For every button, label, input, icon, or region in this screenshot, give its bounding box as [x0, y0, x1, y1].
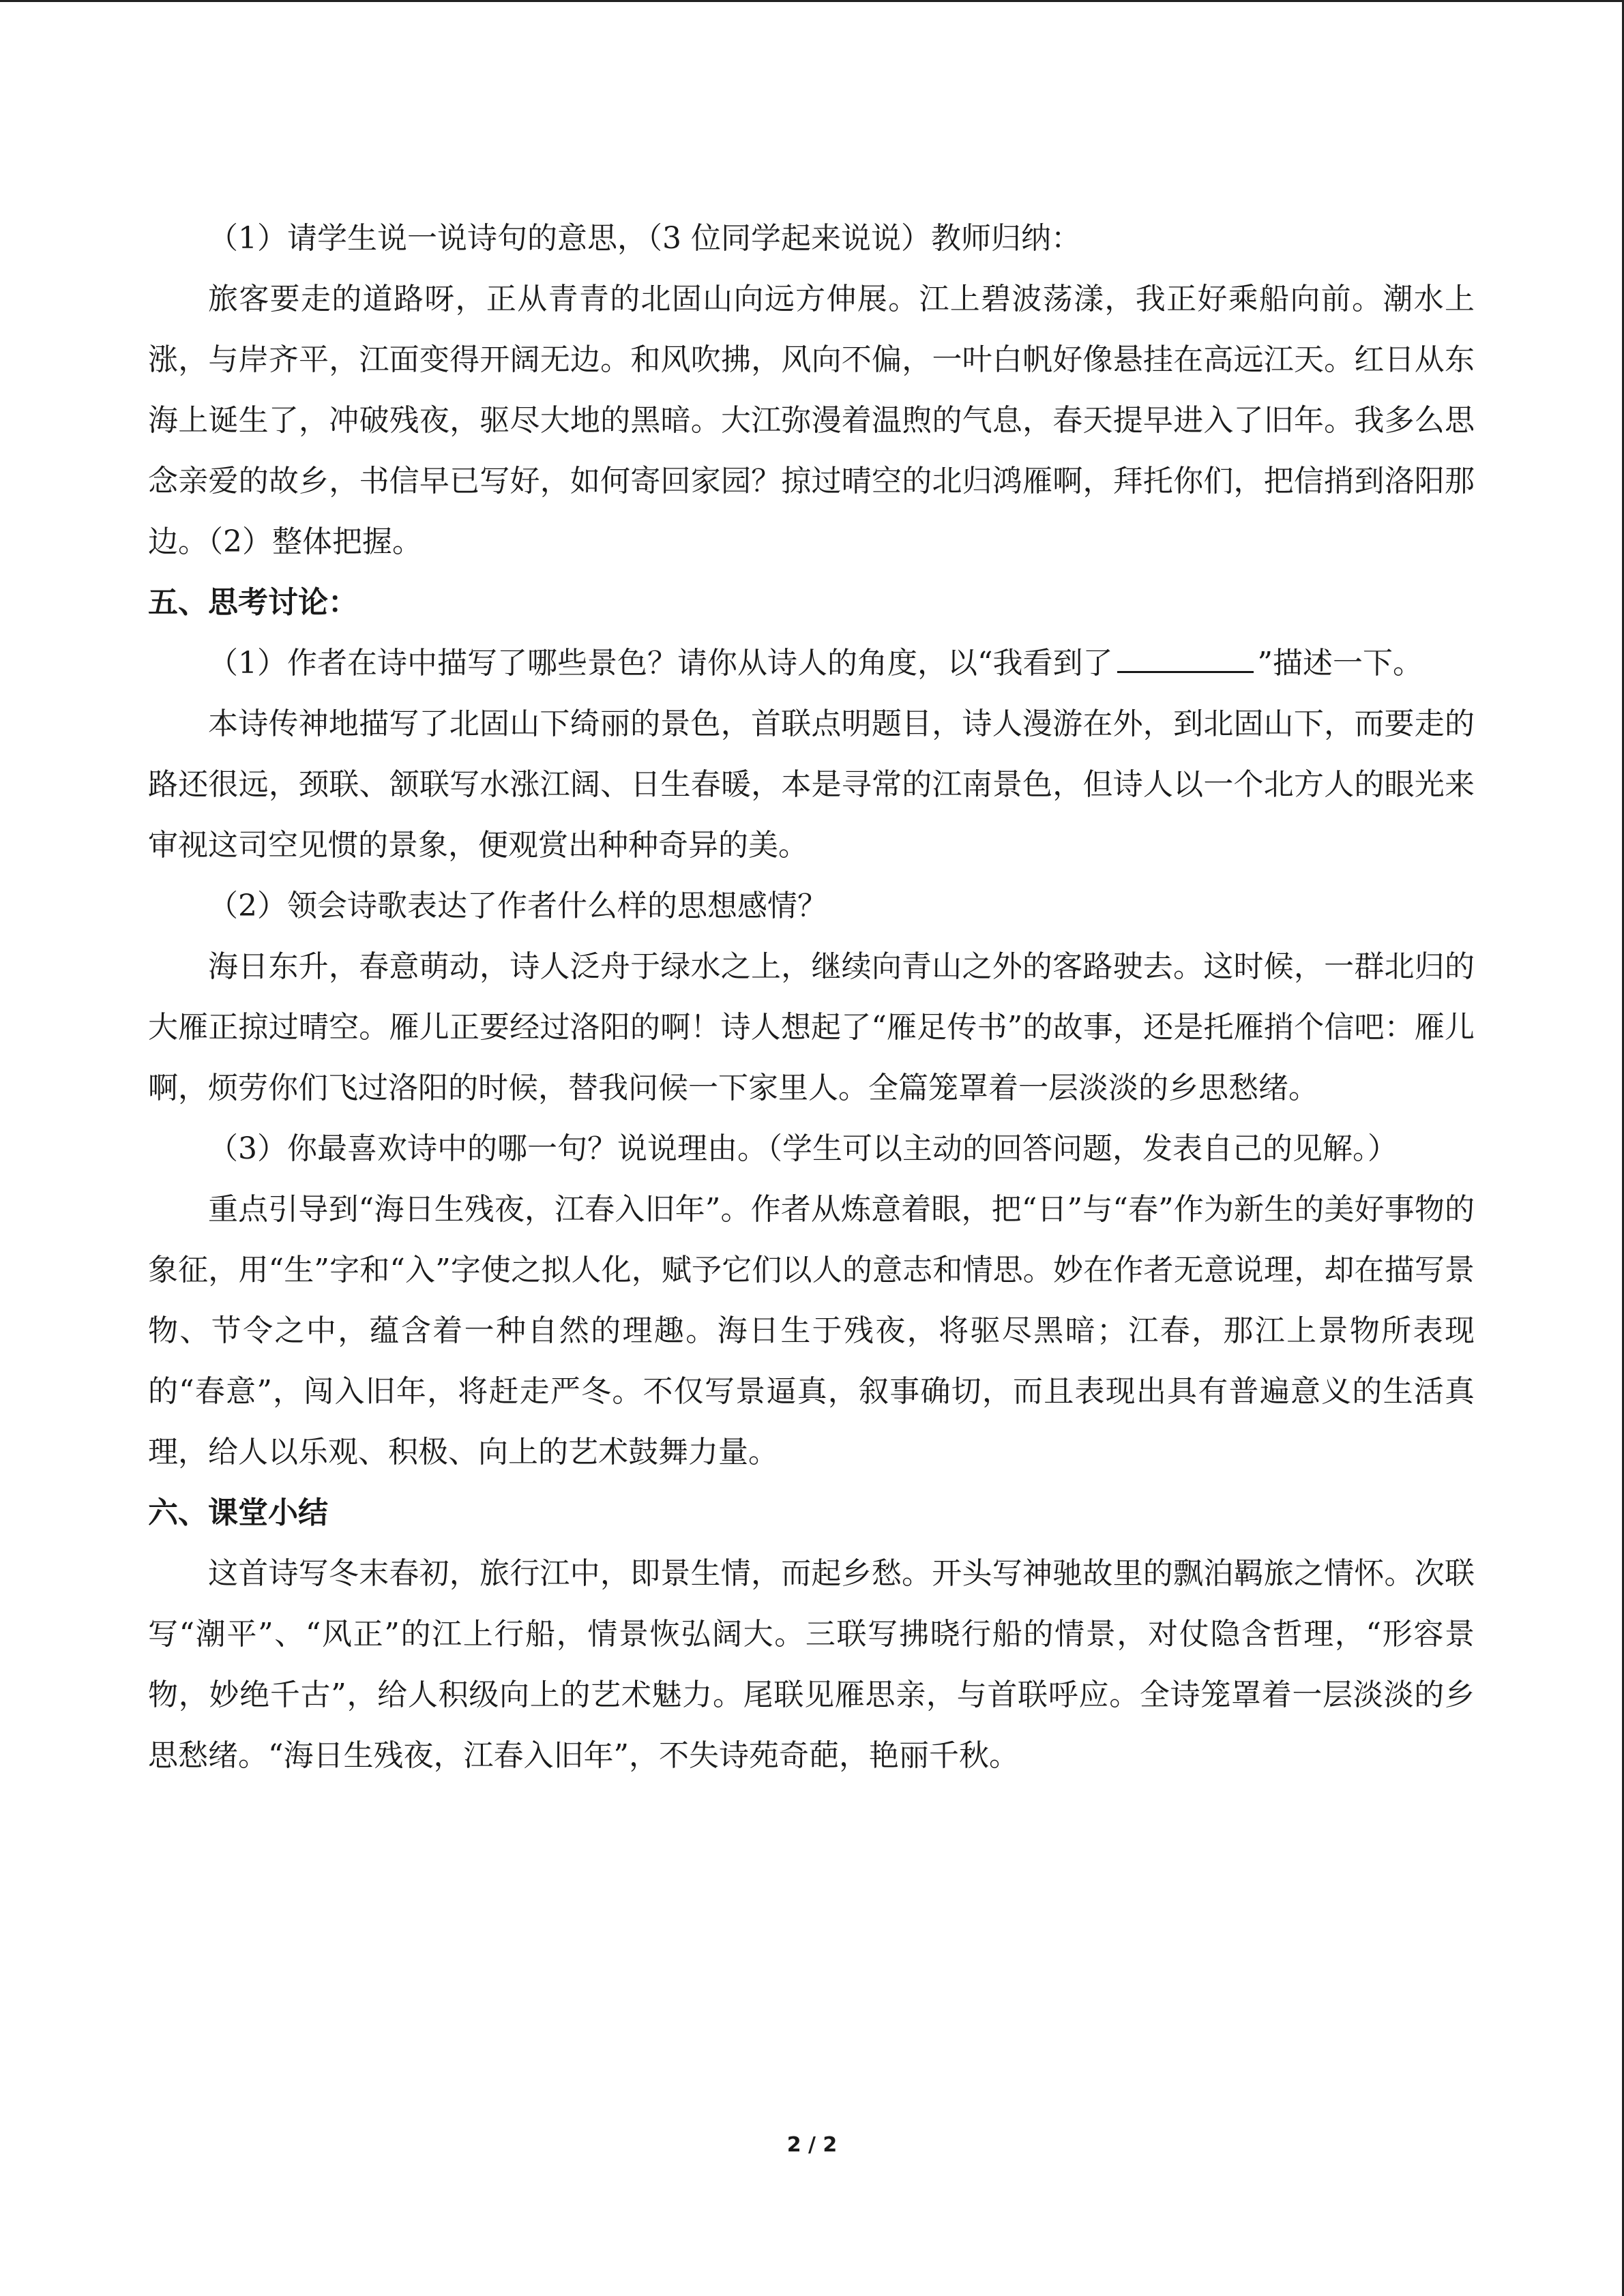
question-1-text-after: ”描述一下。 [1257, 646, 1423, 681]
discussion-question-3: （3）你最喜欢诗中的哪一句？说说理由。（学生可以主动的回答问题，发表自己的见解。） [208, 1131, 1398, 1166]
discussion-answer-2: 海日东升，春意萌动，诗人泛舟于绿水之上，继续向青山之外的客路驶去。这时候，一群北归的大雁正掠过晴空。雁儿正要经过洛阳的啊！诗人想起了“雁足传书”的故事，还是托雁捎个信吧：雁儿啊，烦劳你们飞过洛阳的时候，替我问候一下家里人。全篇笼罩着一层淡淡的乡思愁绪。 [148, 949, 1475, 1105]
page-border-top [0, 0, 1624, 2]
section-heading-summary: 六、课堂小结 [148, 1495, 328, 1530]
discussion-answer-1: 本诗传神地描写了北固山下绮丽的景色，首联点明题目，诗人漫游在外，到北固山下，而要走的路还很远，颈联、颔联写水涨江阔、日生春暖，本是寻常的江南景色，但诗人以一个北方人的眼光来审视这司空见惯的景象，便观赏出种种奇异的美。 [148, 706, 1475, 863]
discussion-question-2: （2）领会诗歌表达了作者什么样的思想感情？ [208, 889, 827, 923]
question-1-text-before: （1）作者在诗中描写了哪些景色？请你从诗人的角度，以“我看到了 [208, 646, 1113, 681]
question-meaning-paragraph: （1）请学生说一说诗句的意思，（3 位同学起来说说）教师归纳： [208, 221, 1081, 256]
section-heading-discussion: 五、思考讨论： [148, 585, 358, 620]
discussion-question-1 [148, 633, 1475, 694]
summary-paragraph: 这首诗写冬末春初，旅行江中，即景生情，而起乡愁。开头写神驰故里的飘泊羁旅之情怀。次联写“潮平”、“风正”的江上行船，情景恢弘阔大。三联写拂晓行船的情景，对仗隐含哲理，“形容景物，妙绝千古”，给人积级向上的艺术魅力。尾联见雁思亲，与首联呼应。全诗笼罩着一层淡淡的乡思愁绪。“海日生残夜，江春入旧年”，不失诗苑奇葩，艳丽千秋。 [148, 1556, 1475, 1773]
fill-in-blank-line [1117, 641, 1254, 673]
discussion-answer-3: 重点引导到“海日生残夜，江春入旧年”。作者从炼意着眼，把“日”与“春”作为新生的美好事物的象征，用“生”字和“入”字使之拟人化，赋予它们以人的意志和情思。妙在作者无意说理，却在描写景物、节令之中，蕴含着一种自然的理趣。海日生于残夜，将驱尽黑暗；江春，那江上景物所表现的“春意”，闯入旧年，将赶走严冬。不仅写景逼真，叙事确切，而且表现出具有普遍意义的生活真理，给人以乐观、积极、向上的艺术鼓舞力量。 [148, 1192, 1475, 1470]
document-body [148, 208, 1475, 1786]
page-number: 2 / 2 [786, 2133, 838, 2157]
poem-translation-paragraph: 旅客要走的道路呀，正从青青的北固山向远方伸展。江上碧波荡漾，我正好乘船向前。潮水上涨，与岸齐平，江面变得开阔无边。和风吹拂，风向不偏，一叶白帆好像悬挂在高远江天。红日从东海上诞生了，冲破残夜，驱尽大地的黑暗。大江弥漫着温煦的气息，春天提早进入了旧年。我多么思念亲爱的故乡，书信早已写好，如何寄回家园？掠过晴空的北归鸿雁啊，拜托你们，把信捎到洛阳那边。（2）整体把握。 [148, 282, 1475, 559]
